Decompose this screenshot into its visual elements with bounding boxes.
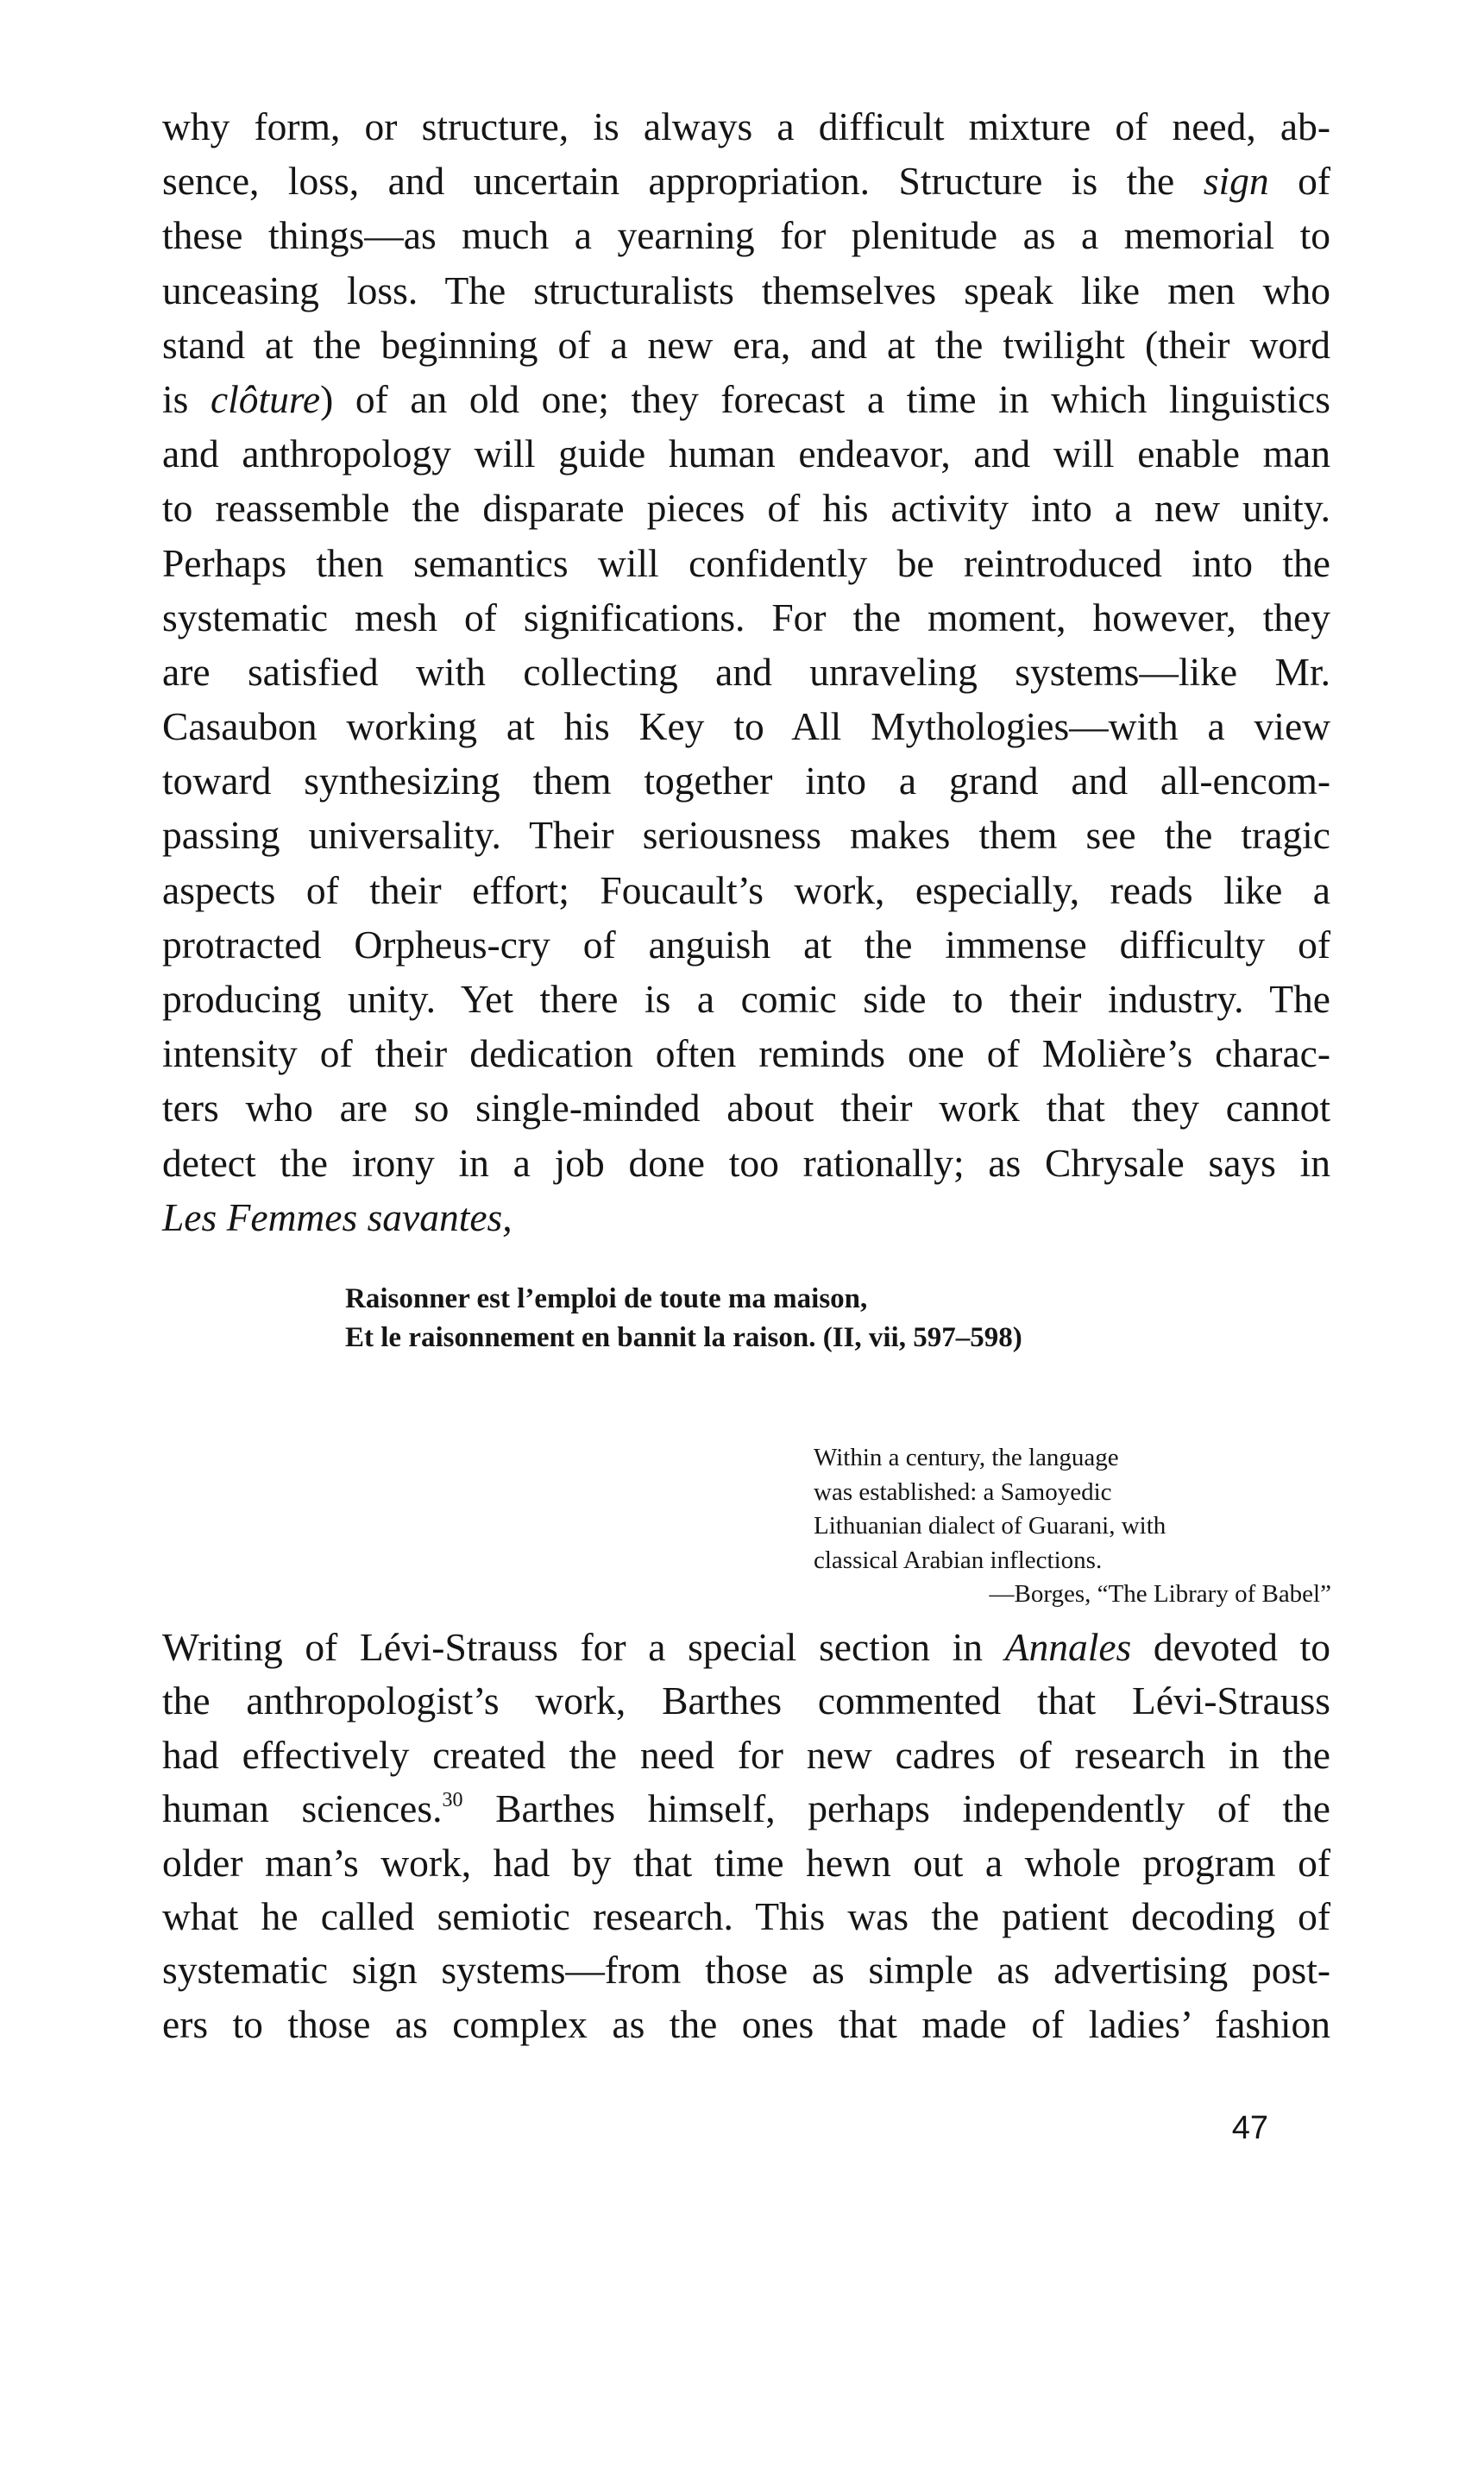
text-line: the anthropologist’s work, Barthes commented that Lévi-Strauss [162, 1679, 1330, 1723]
text-line: systematic mesh of significations. For the moment, however, they [162, 595, 1330, 639]
italic-text: Les Femmes savantes, [162, 1194, 512, 1239]
page-number: 47 [1231, 2110, 1268, 2146]
text-line: toward synthesizing them together into a grand and all-encom- [162, 759, 1330, 803]
text-line: to reassemble the disparate pieces of his activity into a new unity. [162, 486, 1330, 531]
quote-line: Et le raisonnement en bannit la raison. (II, vii, 597–598) [345, 1322, 1022, 1353]
body-paragraph-2 [162, 1621, 1330, 2051]
text-line: systematic sign systems—from those as simple as advertising post- [162, 1948, 1330, 1993]
text-line: what he called semiotic research. This was the patient decoding of [162, 1893, 1330, 1938]
quote-line: Raisonner est l’emploi de toute ma maison, [345, 1283, 868, 1314]
text-line: ters who are so single-minded about their work that they cannot [162, 1086, 1330, 1131]
text-line: Perhaps then semantics will confidently be reintroduced into the [162, 540, 1330, 585]
epigraph-line: classical Arabian inflections. [814, 1546, 1103, 1574]
text-line: aspects of their effort; Foucault’s work, especially, reads like a [162, 867, 1330, 912]
italic-text: clôture [210, 376, 321, 421]
text-line: stand at the beginning of a new era, and at the twilight (their word [162, 322, 1330, 367]
text-line: are satisfied with collecting and unraveling systems—like Mr. [162, 649, 1330, 694]
footnote-marker: 30 [442, 1789, 463, 1812]
text-line: producing unity. Yet there is a comic side to their industry. The [162, 977, 1330, 1021]
block-quote [345, 1280, 1022, 1357]
epigraph [814, 1441, 1331, 1612]
epigraph-attribution: —Borges, “The Library of Babel” [989, 1580, 1331, 1608]
text-line: protracted Orpheus-cry of anguish at the immense difficulty of [162, 922, 1330, 967]
text-line: Writing of Lévi-Strauss for a special section in Annales devoted to [162, 1625, 1330, 1669]
text-line: is clôture) of an old one; they forecast a time in which linguistics [162, 376, 1330, 421]
italic-text: sign [1203, 159, 1269, 204]
epigraph-line: Within a century, the language [814, 1444, 1119, 1471]
text-line: why form, or structure, is always a difficult mixture of need, ab- [162, 104, 1330, 148]
text-line: older man’s work, had by that time hewn out a whole program of [162, 1840, 1330, 1885]
epigraph-line: was established: a Samoyedic [814, 1477, 1112, 1506]
text-line: sence, loss, and uncertain appropriation. Structure is the sign of [162, 159, 1330, 204]
epigraph-line: Lithuanian dialect of Guarani, with [814, 1512, 1166, 1540]
italic-text: Annales [1004, 1625, 1132, 1669]
text-line: had effectively created the need for new cadres of research in the [162, 1732, 1330, 1777]
text-line: and anthropology will guide human endeavor, and will enable man [162, 431, 1330, 476]
text-line: human sciences.$^{30}$ Barthes himself, perhaps independently of the [162, 1786, 1331, 1831]
text-line: intensity of their dedication often reminds one of Molière’s charac- [162, 1031, 1330, 1076]
body-paragraph-1 [162, 99, 1330, 1244]
text-line: Casaubon working at his Key to All Mythologies—with a view [162, 704, 1330, 749]
text-line: unceasing loss. The structuralists themselves speak like men who [162, 268, 1330, 312]
text-line-last [162, 1190, 1330, 1244]
text-line: detect the irony in a job done too rationally; as Chrysale says in [162, 1140, 1330, 1185]
text-line: ers to those as complex as the ones that made of ladies’ fashion [162, 2001, 1330, 2046]
text-line: these things—as much a yearning for plenitude as a memorial to [162, 213, 1330, 258]
text-line: passing universality. Their seriousness makes them see the tragic [162, 813, 1330, 858]
